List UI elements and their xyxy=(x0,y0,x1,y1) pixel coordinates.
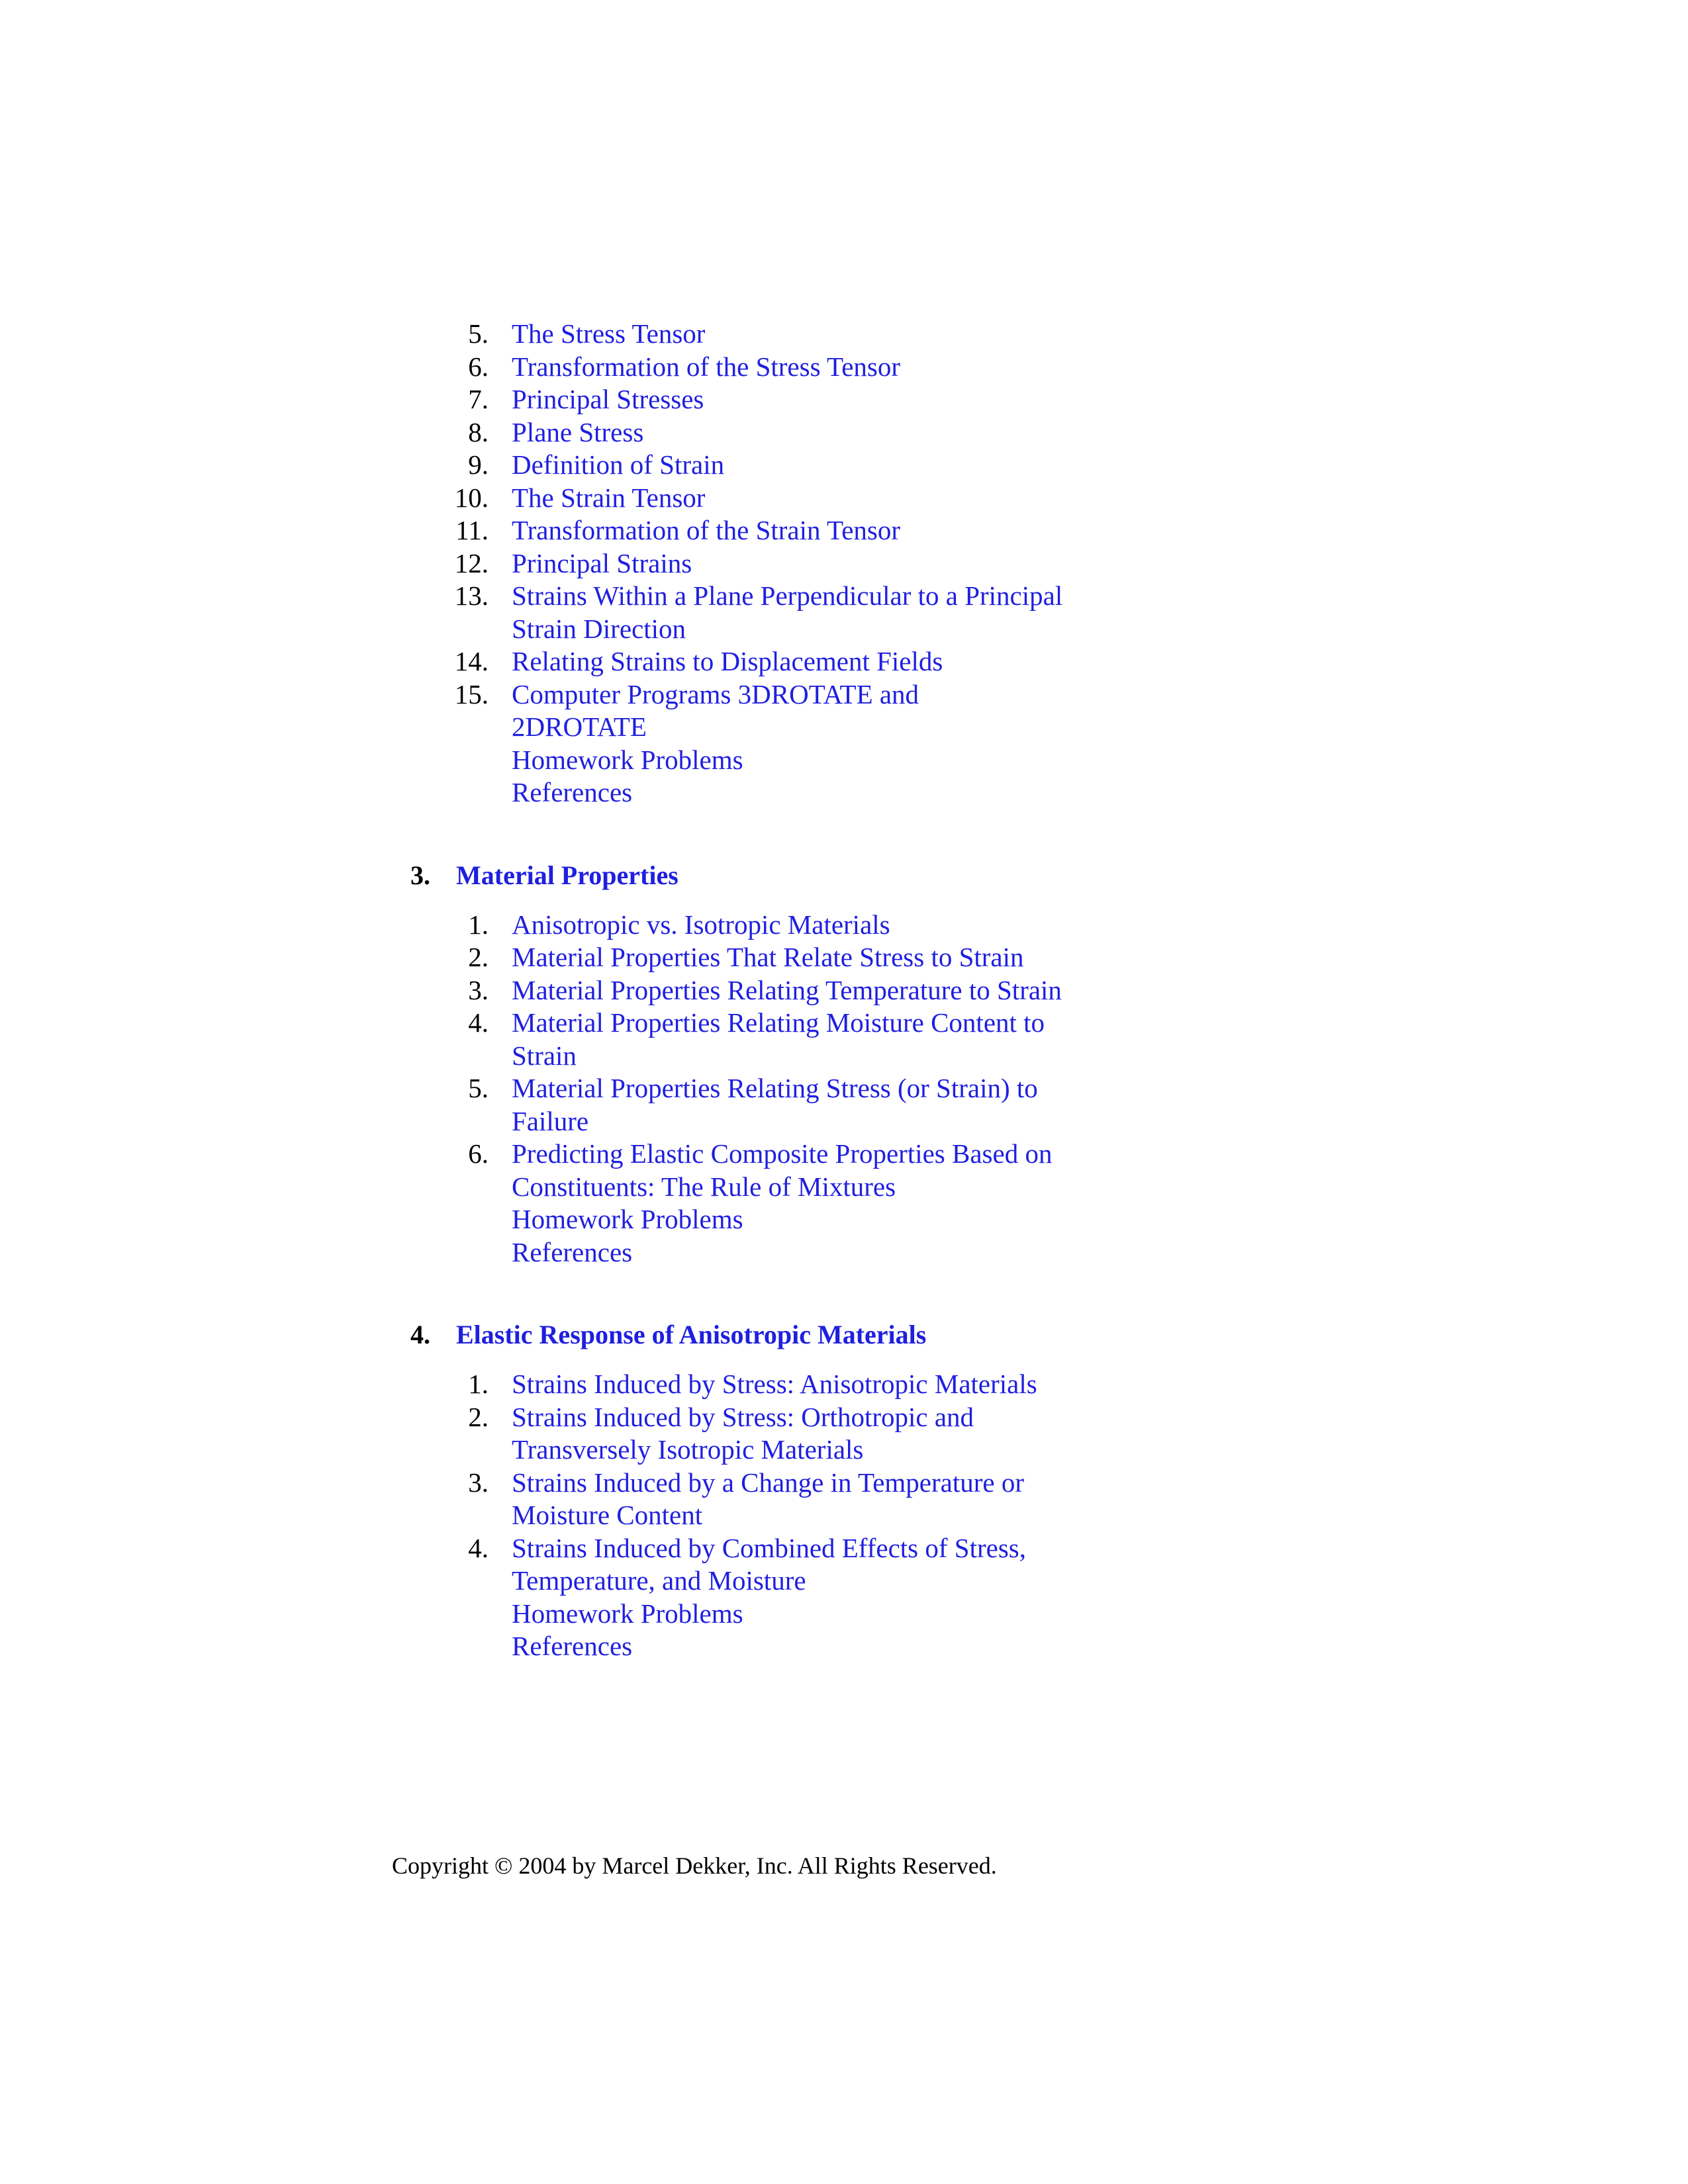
toc-entry xyxy=(0,1236,1688,1269)
toc-entry xyxy=(0,678,1688,744)
entry-number: 10. xyxy=(454,482,489,513)
toc-link-references[interactable]: References xyxy=(512,1631,633,1661)
toc-entry xyxy=(0,1532,1688,1598)
entry-number: 15. xyxy=(454,678,489,709)
entry-number: 14. xyxy=(454,646,489,676)
toc-entry xyxy=(0,645,1688,678)
chapter-heading xyxy=(0,859,1688,892)
toc-entry xyxy=(0,1598,1688,1631)
toc-link[interactable]: Anisotropic vs. Isotropic Materials xyxy=(512,909,890,940)
spacer xyxy=(0,1351,1688,1368)
chapter-link[interactable]: Elastic Response of Anisotropic Materials xyxy=(456,1320,927,1349)
toc-link[interactable]: Transformation of the Stress Tensor xyxy=(512,351,901,382)
chapter-link[interactable]: Material Properties xyxy=(456,860,679,890)
toc-entry xyxy=(0,351,1688,384)
toc-link[interactable]: The Strain Tensor xyxy=(512,482,706,513)
toc-link[interactable]: Material Properties That Relate Stress to Strain xyxy=(512,942,1024,972)
chapter-2-entries xyxy=(0,318,1688,809)
toc-link[interactable]: Strains Induced by Combined Effects of Stress, Temperature, and Moisture xyxy=(512,1532,1026,1596)
entry-number: 2. xyxy=(468,1401,489,1432)
entry-number: 11. xyxy=(455,515,489,545)
entry-number: 5. xyxy=(468,318,489,349)
toc-link[interactable]: Computer Programs 3DROTATE and 2DROTATE xyxy=(512,678,919,742)
toc-entry xyxy=(0,1630,1688,1663)
spacer xyxy=(0,809,1688,859)
toc-link-homework[interactable]: Homework Problems xyxy=(512,1598,743,1629)
toc-link-homework[interactable]: Homework Problems xyxy=(512,744,743,775)
toc-entry xyxy=(0,580,1688,645)
toc-link[interactable]: The Stress Tensor xyxy=(512,318,706,349)
entry-number: 9. xyxy=(468,449,489,480)
entry-number: 3. xyxy=(468,974,489,1005)
toc-link[interactable]: Material Properties Relating Stress (or Strain) to Failure xyxy=(512,1073,1038,1136)
chapter-number: 3. xyxy=(410,860,430,890)
chapter-3-entries xyxy=(0,909,1688,1269)
entry-number: 2. xyxy=(468,942,489,972)
toc-entry xyxy=(0,318,1688,351)
toc-link[interactable]: Strains Induced by Stress: Anisotropic Materials xyxy=(512,1369,1037,1399)
entry-number: 6. xyxy=(468,351,489,382)
entry-number: 6. xyxy=(468,1138,489,1169)
entry-number: 5. xyxy=(468,1073,489,1103)
toc-link-references[interactable]: References xyxy=(512,1236,633,1267)
entry-number: 3. xyxy=(468,1467,489,1498)
toc-link[interactable]: Definition of Strain xyxy=(512,449,725,480)
spacer xyxy=(0,892,1688,909)
toc-link[interactable]: Principal Stresses xyxy=(512,384,704,414)
toc-entry xyxy=(0,449,1688,482)
toc-entry xyxy=(0,974,1688,1007)
toc-entry xyxy=(0,776,1688,809)
table-of-contents xyxy=(0,318,1688,1663)
toc-link[interactable]: Strains Within a Plane Perpendicular to a Principal Strain Direction xyxy=(512,580,1063,644)
entry-number: 8. xyxy=(468,416,489,447)
toc-link-homework[interactable]: Homework Problems xyxy=(512,1204,743,1234)
toc-entry xyxy=(0,909,1688,942)
toc-entry xyxy=(0,1368,1688,1401)
toc-entry xyxy=(0,416,1688,449)
chapter-4-entries xyxy=(0,1368,1688,1663)
entry-number: 1. xyxy=(468,909,489,940)
toc-link-references[interactable]: References xyxy=(512,777,633,807)
toc-entry xyxy=(0,1007,1688,1072)
toc-link[interactable]: Principal Strains xyxy=(512,547,692,578)
toc-link[interactable]: Transformation of the Strain Tensor xyxy=(512,515,901,545)
toc-entry xyxy=(0,1072,1688,1138)
toc-entry xyxy=(0,941,1688,974)
toc-entry xyxy=(0,1138,1688,1203)
toc-link[interactable]: Plane Stress xyxy=(512,416,644,447)
entry-number: 7. xyxy=(468,384,489,414)
toc-entry xyxy=(0,482,1688,515)
entry-number: 4. xyxy=(468,1532,489,1563)
toc-link[interactable]: Material Properties Relating Moisture Content to Strain xyxy=(512,1007,1045,1071)
entry-number: 12. xyxy=(454,547,489,578)
chapter-number: 4. xyxy=(410,1320,430,1349)
toc-entry xyxy=(0,1203,1688,1236)
toc-entry xyxy=(0,744,1688,777)
spacer xyxy=(0,1269,1688,1318)
toc-link[interactable]: Strains Induced by Stress: Orthotropic and Transversely Isotropic Materials xyxy=(512,1401,974,1465)
entry-number: 4. xyxy=(468,1007,489,1038)
toc-link[interactable]: Material Properties Relating Temperature to Strain xyxy=(512,974,1062,1005)
toc-entry xyxy=(0,1467,1688,1532)
toc-entry xyxy=(0,547,1688,580)
copyright-notice: Copyright © 2004 by Marcel Dekker, Inc. All Rights Reserved. xyxy=(392,1852,997,1879)
toc-link[interactable]: Relating Strains to Displacement Fields xyxy=(512,646,943,676)
toc-entry xyxy=(0,514,1688,547)
entry-number: 13. xyxy=(454,580,489,611)
toc-entry xyxy=(0,1401,1688,1467)
toc-entry xyxy=(0,383,1688,416)
entry-number: 1. xyxy=(468,1369,489,1399)
toc-link[interactable]: Strains Induced by a Change in Temperature or Moisture Content xyxy=(512,1467,1024,1530)
chapter-heading xyxy=(0,1318,1688,1351)
toc-link[interactable]: Predicting Elastic Composite Properties Based on Constituents: The Rule of Mixtures xyxy=(512,1138,1053,1202)
